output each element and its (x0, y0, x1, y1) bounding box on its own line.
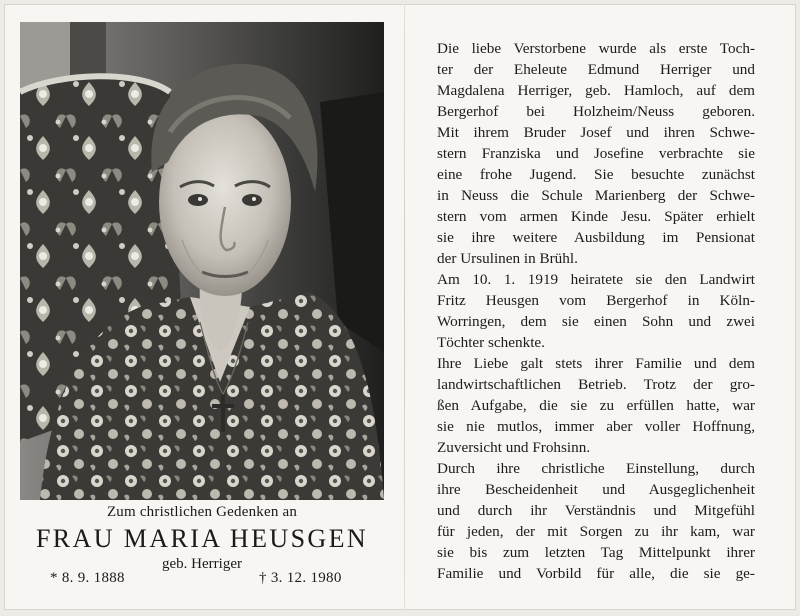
memorial-card (4, 4, 796, 610)
biography-line: Magdalena Herriger, geb. Hamloch, auf dem (437, 82, 755, 99)
biography-line: für jeden, der mit Sorgen zu ihr kam, war (437, 523, 755, 540)
biography-line: Durch ihre christliche Einstellung, durch (437, 460, 755, 477)
biography-line: eine frohe Jugend. Sie besuchte zunächst (437, 166, 755, 183)
biography-line: ßen Aufgabe, die sie zu erfüllen hatte, war (437, 397, 755, 414)
birth-date: * 8. 9. 1888 (50, 570, 125, 586)
biography-line: Mit ihrem Bruder Josef und ihren Schwe- (437, 124, 755, 141)
biography-line: sie ihre weitere Ausbildung im Pensionat (437, 229, 755, 246)
biography-line: Die liebe Verstorbene wurde als erste Toch- (437, 40, 755, 57)
portrait-photo (20, 22, 384, 500)
biography-line: ihre Bescheidenheit und Ausgeglichenheit (437, 481, 755, 498)
biography-line: in Neuss die Schule Marienberg der Schwe- (437, 187, 755, 204)
biography-line: Fritz Heusgen vom Bergerhof in Köln- (437, 292, 755, 309)
card-fold (404, 4, 405, 610)
biography-line: stern Franziska und Josefine verbrachte sie (437, 145, 755, 162)
biography-text (437, 38, 755, 584)
biography-line: Ihre Liebe galt stets ihrer Familie und dem (437, 355, 755, 372)
biography-line: landwirtschaftlichen Betrieb. Trotz der gro- (437, 376, 755, 393)
biography-line: und durch ihr Verständnis und Mitgefühl (437, 502, 755, 519)
biography-line: sie bis zum letzten Tag Mittelpunkt ihrer (437, 544, 755, 561)
deceased-name: FRAU MARIA HEUSGEN (35, 524, 369, 553)
biography-line: ter der Eheleute Edmund Herriger und (437, 61, 755, 78)
biography-line: Bergerhof bei Holzheim/Neuss geboren. (437, 103, 755, 120)
biography-line: Töchter schenkte. (437, 334, 545, 351)
biography-line: Familie und Vorbild für alle, die sie ge- (437, 565, 755, 582)
memorial-line: Zum christlichen Gedenken an (106, 504, 298, 520)
biography-line: stern vom armen Kinde Jesu. Später erhielt (437, 208, 755, 225)
biography-line: Zuversicht und Frohsinn. (437, 439, 591, 456)
biography-line: Worringen, dem sie einen Sohn und zwei (437, 313, 755, 330)
biography-line: Am 10. 1. 1919 heiratete sie den Landwirt (437, 271, 755, 288)
maiden-name: geb. Herriger (162, 556, 242, 572)
biography-line: der Ursulinen in Brühl. (437, 250, 578, 267)
death-date: † 3. 12. 1980 (259, 570, 342, 586)
biography-line: sie nie mutlos, immer aber voller Hoffnung, (437, 418, 755, 435)
